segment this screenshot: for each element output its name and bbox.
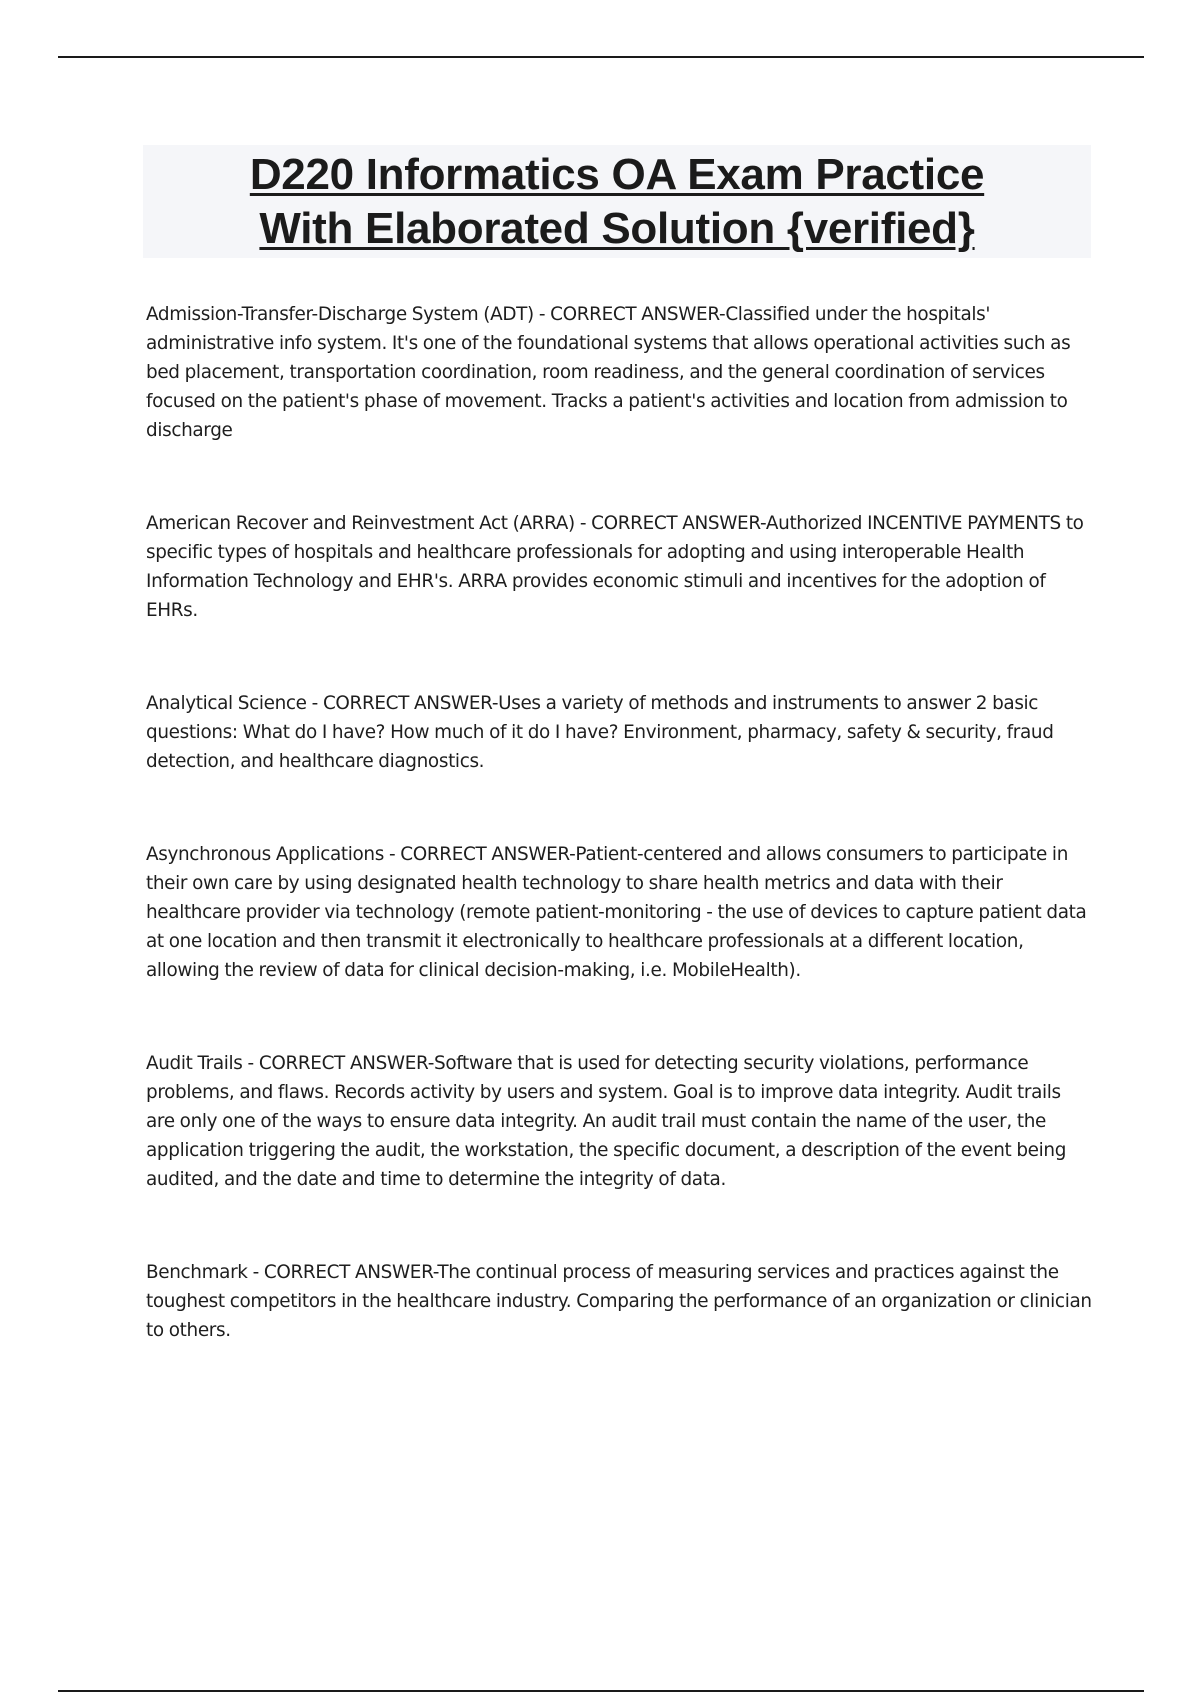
flashcard-entry-adt	[146, 300, 1094, 445]
entry-definition: Software that is used for detecting security violations, performance problems, and flaws. Records activity by users and system. Goal is to improve data integrity. Audit trails are only one of the ways to ensure data integrity. An audit trail must contain the name of the user, the application triggering the audit, the workstation, the specific document, a description of the event being audited, and the date and time to determine the integrity of data.	[146, 1053, 1067, 1190]
entry-dash: -	[569, 844, 576, 865]
entry-separator: -	[383, 844, 401, 865]
entry-term: Audit Trails	[146, 1053, 243, 1074]
document-title-line-2: With Elaborated Solution {verified}	[259, 203, 975, 253]
correct-answer-flag: CORRECT ANSWER	[263, 1262, 433, 1283]
entry-dash: -	[491, 693, 499, 714]
entry-dash: -	[427, 1053, 434, 1074]
entry-definition: Patient-centered and allows consumers to participate in their own care by using designated health technology to share health metrics and data with their healthcare provider via technology (remote patient-monitoring - the use of devices to capture patient data at one location and then transmit it electronically to healthcare professionals at a different location, allowing the review of data for clinical decision-making, i.e. MobileHealth).	[146, 844, 1087, 981]
entry-dash: -	[719, 304, 726, 325]
correct-answer-flag: CORRECT ANSWER	[591, 513, 761, 534]
flashcard-entry-analytical-science	[146, 689, 1094, 776]
entry-separator: -	[306, 693, 323, 714]
flashcard-list	[146, 300, 1094, 1409]
correct-answer-flag: CORRECT ANSWER	[400, 844, 570, 865]
flashcard-entry-arra	[146, 509, 1094, 625]
document-title-line-1: D220 Informatics OA Exam Practice	[249, 149, 985, 199]
entry-definition: The continual process of measuring services and practices against the toughest competitors in the healthcare industry. Comparing the performance of an organization or clinician to others.	[146, 1262, 1092, 1341]
entry-term: Benchmark	[146, 1262, 248, 1283]
entry-separator: -	[533, 304, 551, 325]
bottom-divider	[58, 1690, 1144, 1692]
title-banner	[143, 145, 1091, 258]
entry-dash: -	[432, 1262, 438, 1283]
correct-answer-flag: CORRECT ANSWER	[258, 1053, 428, 1074]
entry-term: Admission-Transfer-Discharge System (ADT)	[146, 304, 534, 325]
correct-answer-flag: CORRECT ANSWER	[550, 304, 720, 325]
entry-separator: -	[247, 1262, 264, 1283]
entry-separator: -	[574, 513, 592, 534]
flashcard-entry-asynchronous-applications	[146, 840, 1094, 985]
entry-dash: -	[760, 513, 766, 534]
entry-definition: Authorized INCENTIVE PAYMENTS to specific types of hospitals and healthcare professionals for adopting and using interoperable Health Information Technology and EHR's. ARRA provides economic stimuli and incentives for the adoption of EHRs.	[146, 513, 1084, 621]
entry-definition: Uses a variety of methods and instruments to answer 2 basic questions: What do I have? How much of it do I have? Environment, pharmacy, safety & security, fraud detection, and healthcare diagnostics.	[146, 693, 1054, 772]
entry-definition: Classified under the hospitals' administrative info system. It's one of the foundational systems that allows operational activities such as bed placement, transportation coordination, room readiness, and the general coordination of services focused on the patient's phase of movement. Tracks a patient's activities and location from admission to discharge	[146, 304, 1071, 441]
flashcard-entry-benchmark	[146, 1258, 1094, 1345]
entry-term: Analytical Science	[146, 693, 307, 714]
top-divider	[58, 56, 1144, 58]
flashcard-entry-audit-trails	[146, 1049, 1094, 1194]
entry-term: Asynchronous Applications	[146, 844, 384, 865]
entry-separator: -	[242, 1053, 259, 1074]
entry-term: American Recover and Reinvestment Act (ARRA)	[146, 513, 575, 534]
correct-answer-flag: CORRECT ANSWER	[322, 693, 492, 714]
